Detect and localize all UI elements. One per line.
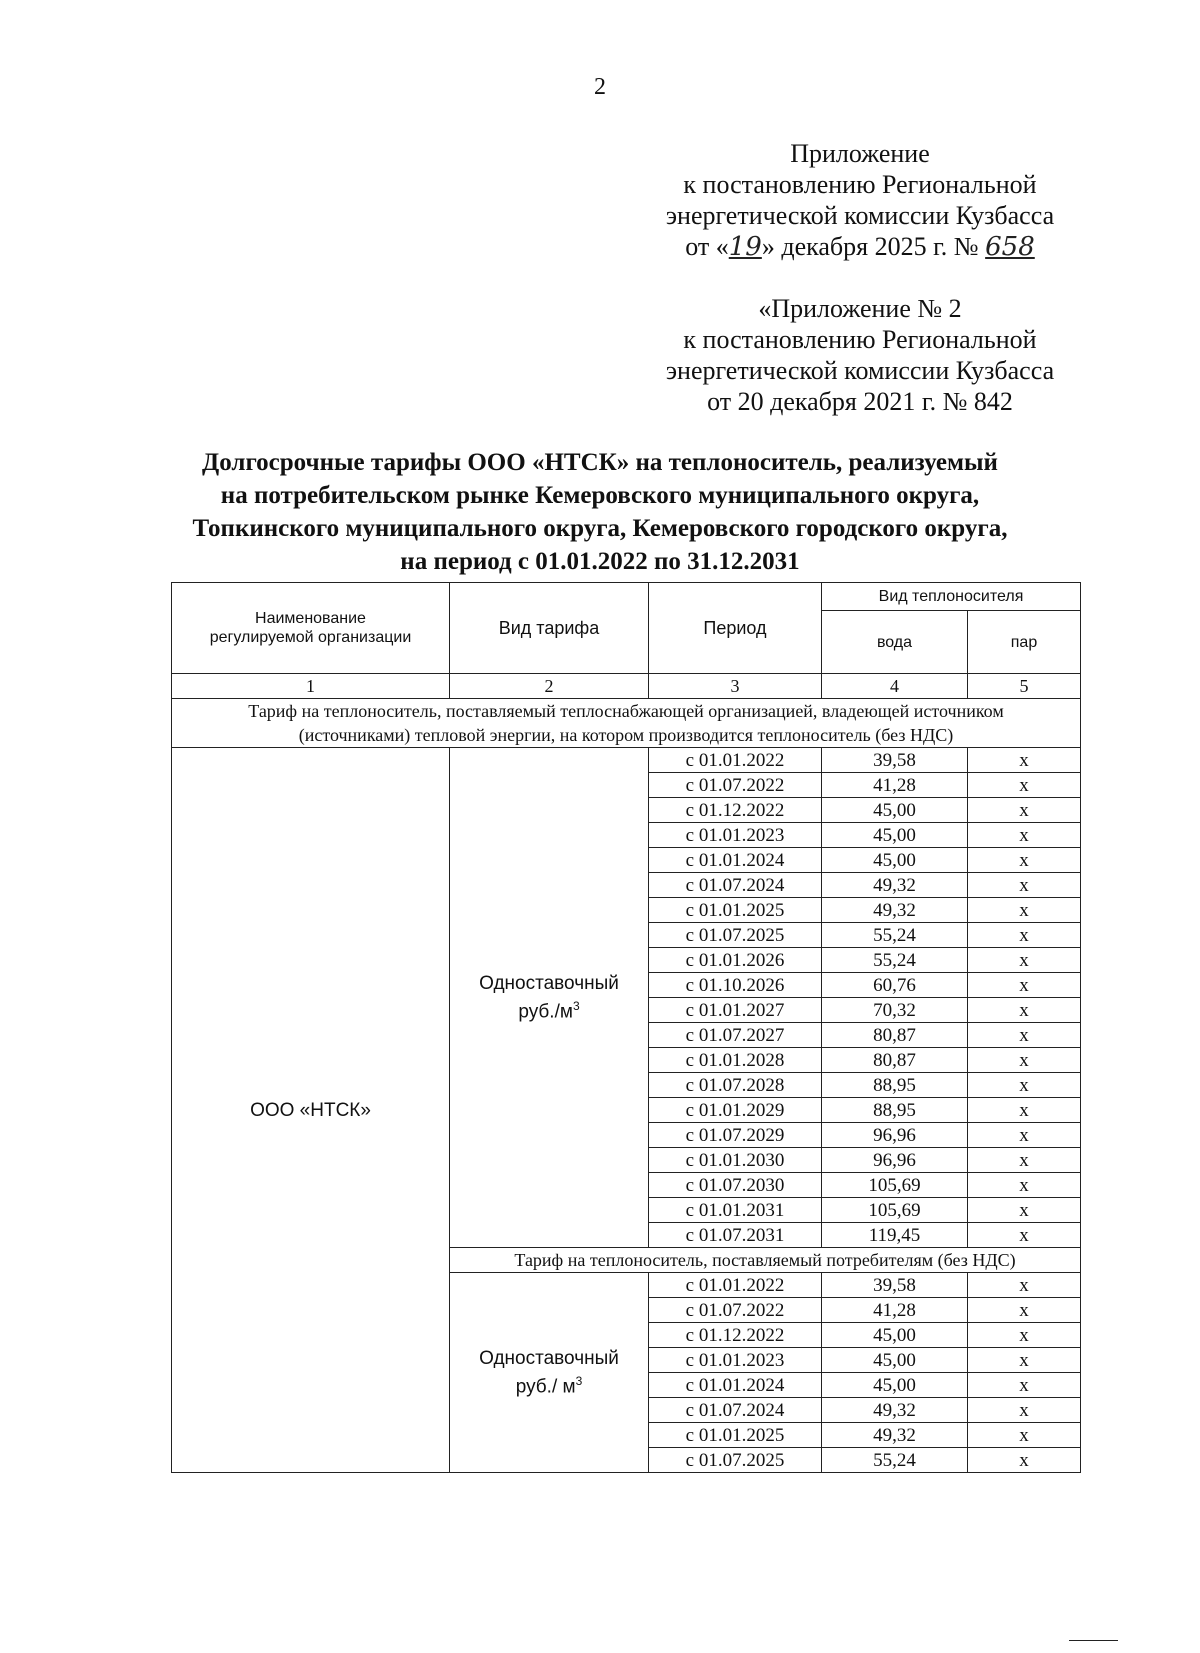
header-tariff-type: Вид тарифа	[450, 583, 649, 674]
water-price-cell: 80,87	[822, 1023, 968, 1048]
column-number: 2	[450, 674, 649, 699]
date-middle: » декабря 2025 г. №	[761, 232, 979, 261]
steam-price-cell: х	[968, 1423, 1081, 1448]
page-number: 2	[594, 74, 606, 100]
steam-price-cell: х	[968, 1048, 1081, 1073]
period-cell: с 01.07.2025	[649, 923, 822, 948]
water-price-cell: 55,24	[822, 1448, 968, 1473]
water-price-cell: 41,28	[822, 773, 968, 798]
title-line: Топкинского муниципального округа, Кемеровского городского округа,	[192, 515, 1008, 542]
tariff-type-cell	[450, 1273, 649, 1473]
period-cell: с 01.01.2026	[649, 948, 822, 973]
period-cell: с 01.07.2025	[649, 1448, 822, 1473]
water-price-cell: 105,69	[822, 1198, 968, 1223]
steam-price-cell: х	[968, 1298, 1081, 1323]
period-cell: с 01.07.2024	[649, 1398, 822, 1423]
steam-price-cell: х	[968, 1223, 1081, 1248]
handwritten-day: 19	[728, 232, 762, 262]
period-cell: с 01.01.2028	[649, 1048, 822, 1073]
header-org: Наименование регулируемой организации	[172, 583, 450, 674]
table-row	[172, 748, 1081, 773]
steam-price-cell: х	[968, 1023, 1081, 1048]
steam-price-cell: х	[968, 898, 1081, 923]
original-appendix-date-line: от 20 декабря 2021 г. № 842	[707, 387, 1013, 416]
original-appendix-commission-line: энергетической комиссии Кузбасса	[665, 356, 1055, 385]
steam-price-cell: х	[968, 823, 1081, 848]
steam-price-cell: х	[968, 1198, 1081, 1223]
steam-price-cell: х	[968, 848, 1081, 873]
water-price-cell: 96,96	[822, 1123, 968, 1148]
footer-divider	[1069, 1640, 1118, 1641]
water-price-cell: 49,32	[822, 898, 968, 923]
steam-price-cell: х	[968, 798, 1081, 823]
column-number: 3	[649, 674, 822, 699]
title-line: на потребительском рынке Кемеровского муниципального округа,	[220, 482, 980, 509]
steam-price-cell: х	[968, 873, 1081, 898]
water-price-cell: 96,96	[822, 1148, 968, 1173]
water-price-cell: 70,32	[822, 998, 968, 1023]
water-price-cell: 88,95	[822, 1073, 968, 1098]
period-cell: с 01.07.2030	[649, 1173, 822, 1198]
header-steam: пар	[968, 611, 1081, 674]
steam-price-cell: х	[968, 1373, 1081, 1398]
period-cell: с 01.01.2031	[649, 1198, 822, 1223]
period-cell: с 01.12.2022	[649, 798, 822, 823]
steam-price-cell: х	[968, 998, 1081, 1023]
water-price-cell: 60,76	[822, 973, 968, 998]
period-cell: с 01.01.2024	[649, 848, 822, 873]
period-cell: с 01.01.2027	[649, 998, 822, 1023]
appendix-block	[640, 138, 1080, 263]
steam-price-cell: х	[968, 1348, 1081, 1373]
original-appendix-heading: «Приложение № 2	[758, 294, 962, 323]
header-carrier: Вид теплоносителя	[822, 583, 1081, 611]
appendix-heading: Приложение	[790, 139, 930, 168]
period-cell: с 01.07.2022	[649, 1298, 822, 1323]
water-price-cell: 49,32	[822, 1398, 968, 1423]
tariff-type-cell	[450, 748, 649, 1248]
column-number: 4	[822, 674, 968, 699]
steam-price-cell: х	[968, 1273, 1081, 1298]
steam-price-cell: х	[968, 1398, 1081, 1423]
period-cell: с 01.01.2022	[649, 748, 822, 773]
tariff-unit: руб./ $м^3$	[515, 1373, 583, 1398]
water-price-cell: 41,28	[822, 1298, 968, 1323]
header-period: Период	[649, 583, 822, 674]
column-number: 1	[172, 674, 450, 699]
section2-title: Тариф на теплоноситель, поставляемый потребителям (без НДС)	[450, 1248, 1081, 1273]
water-price-cell: 80,87	[822, 1048, 968, 1073]
appendix-commission-line: энергетической комиссии Кузбасса	[665, 201, 1055, 230]
steam-price-cell: х	[968, 1148, 1081, 1173]
organization-cell: ООО «НТСК»	[172, 748, 450, 1473]
water-price-cell: 119,45	[822, 1223, 968, 1248]
handwritten-number: 658	[985, 232, 1035, 262]
period-cell: с 01.01.2030	[649, 1148, 822, 1173]
title-line: Долгосрочные тарифы ООО «НТСК» на теплоноситель, реализуемый	[202, 449, 998, 476]
period-cell: с 01.01.2022	[649, 1273, 822, 1298]
tariff-table	[171, 582, 1081, 1473]
water-price-cell: 55,24	[822, 948, 968, 973]
water-price-cell: 45,00	[822, 1373, 968, 1398]
water-price-cell: 45,00	[822, 798, 968, 823]
water-price-cell: 45,00	[822, 848, 968, 873]
period-cell: с 01.07.2024	[649, 873, 822, 898]
tariff-type-name: Одноставочный	[479, 1347, 619, 1369]
period-cell: с 01.01.2029	[649, 1098, 822, 1123]
water-price-cell: 88,95	[822, 1098, 968, 1123]
period-cell: с 01.01.2023	[649, 1348, 822, 1373]
period-cell: с 01.01.2025	[649, 898, 822, 923]
period-cell: с 01.07.2027	[649, 1023, 822, 1048]
steam-price-cell: х	[968, 973, 1081, 998]
steam-price-cell: х	[968, 1323, 1081, 1348]
column-numbers-row	[172, 674, 1081, 699]
period-cell: с 01.01.2023	[649, 823, 822, 848]
appendix-date-line	[640, 231, 1080, 263]
steam-price-cell: х	[968, 948, 1081, 973]
period-cell: с 01.12.2022	[649, 1323, 822, 1348]
steam-price-cell: х	[968, 923, 1081, 948]
water-price-cell: 55,24	[822, 923, 968, 948]
steam-price-cell: х	[968, 1173, 1081, 1198]
period-cell: с 01.01.2025	[649, 1423, 822, 1448]
water-price-cell: 45,00	[822, 1323, 968, 1348]
section1-title: Тариф на теплоноситель, поставляемый теплоснабжающей организацией, владеющей источником (источниками) тепловой энергии, на котором производится теплоноситель (без НДС)	[172, 699, 1081, 748]
steam-price-cell: х	[968, 773, 1081, 798]
section1-title-row	[172, 699, 1081, 748]
tariff-type-name: Одноставочный	[479, 972, 619, 994]
original-appendix-ref-line: к постановлению Региональной	[683, 325, 1037, 354]
title-line: на период с 01.01.2022 по 31.12.2031	[400, 548, 800, 575]
tariff-unit: $руб./м^3$	[518, 998, 580, 1023]
steam-price-cell: х	[968, 1123, 1081, 1148]
steam-price-cell: х	[968, 748, 1081, 773]
water-price-cell: 45,00	[822, 823, 968, 848]
water-price-cell: 39,58	[822, 748, 968, 773]
water-price-cell: 105,69	[822, 1173, 968, 1198]
water-price-cell: 39,58	[822, 1273, 968, 1298]
water-price-cell: 49,32	[822, 873, 968, 898]
water-price-cell: 45,00	[822, 1348, 968, 1373]
steam-price-cell: х	[968, 1073, 1081, 1098]
period-cell: с 01.07.2031	[649, 1223, 822, 1248]
date-prefix: от «	[685, 232, 729, 261]
period-cell: с 01.10.2026	[649, 973, 822, 998]
period-cell: с 01.07.2022	[649, 773, 822, 798]
header-water: вода	[822, 611, 968, 674]
steam-price-cell: х	[968, 1448, 1081, 1473]
column-number: 5	[968, 674, 1081, 699]
period-cell: с 01.07.2028	[649, 1073, 822, 1098]
water-price-cell: 49,32	[822, 1423, 968, 1448]
appendix-ref-line: к постановлению Региональной	[683, 170, 1037, 199]
steam-price-cell: х	[968, 1098, 1081, 1123]
period-cell: с 01.07.2029	[649, 1123, 822, 1148]
document-title	[0, 446, 1200, 578]
original-appendix-block	[640, 293, 1080, 417]
period-cell: с 01.01.2024	[649, 1373, 822, 1398]
header-row	[172, 583, 1081, 611]
